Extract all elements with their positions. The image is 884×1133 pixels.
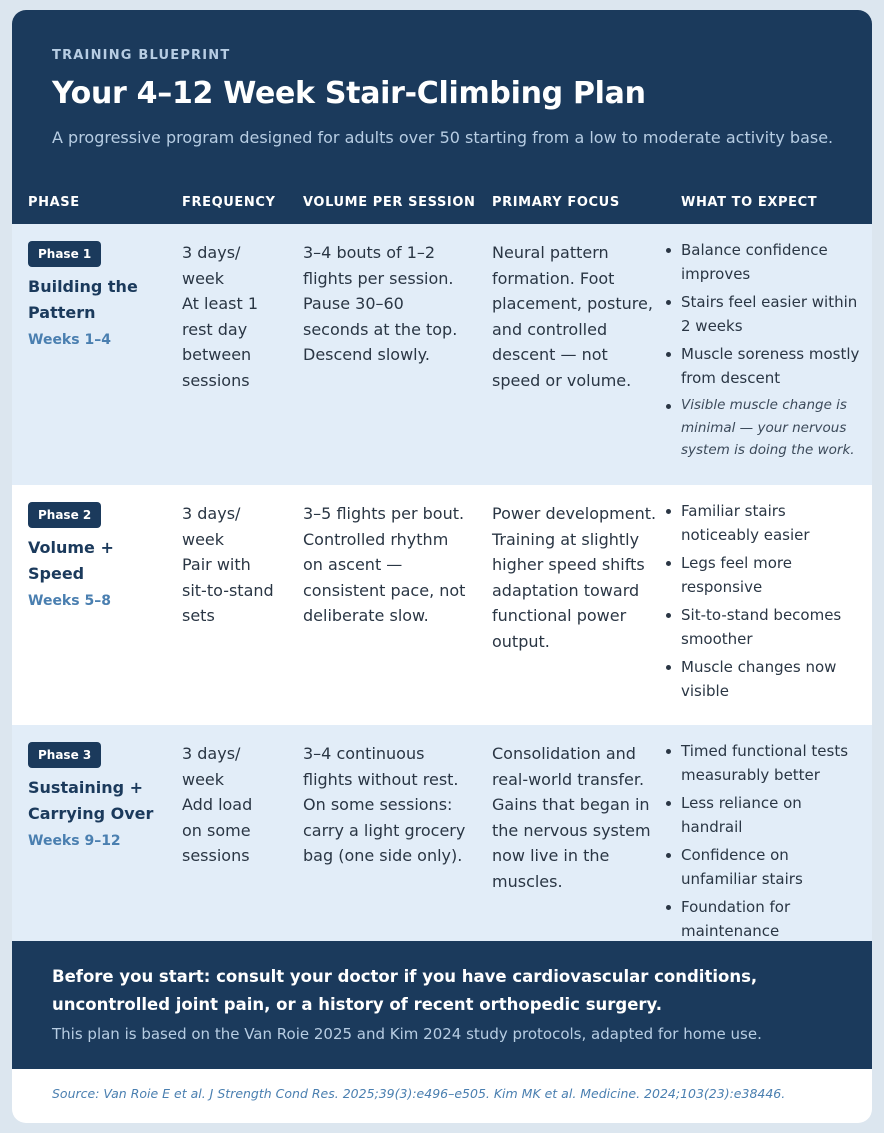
focus-cell [492, 501, 672, 654]
phase-badge: Phase 3 [28, 742, 101, 768]
volume-line: flights without rest. [303, 769, 459, 789]
expect-item: Muscle changes now visible [664, 655, 864, 703]
table-row-phase-3 [12, 725, 872, 941]
focus-cell [492, 240, 672, 393]
volume-line: 3–4 bouts of 1–2 [303, 243, 436, 262]
volume-line: carry a light grocery [303, 820, 466, 840]
focus-line: the nervous system [492, 820, 651, 840]
column-header-frequency: FREQUENCY [182, 195, 276, 210]
expect-item: Stairs feel easier within 2 weeks [664, 290, 864, 338]
phase-weeks: Weeks 1–4 [28, 332, 111, 348]
page-subtitle: A progressive program designed for adults over 50 starting from a low to moderate activity base. [52, 128, 834, 147]
frequency-line: 3 days/ [182, 744, 241, 763]
volume-line: 3–4 continuous [303, 744, 425, 763]
focus-line: output. [492, 631, 550, 651]
source-citation: Source: Van Roie E et al. J Strength Cond Res. 2025;39(3):e496–e505. Kim MK et al. Medicine. 2024;103(23):e38446. [52, 1086, 786, 1101]
volume-line: flights per session. [303, 268, 454, 288]
expect-item: Legs feel more responsive [664, 551, 864, 599]
focus-line: placement, posture, [492, 294, 653, 313]
expect-list [664, 499, 864, 707]
expect-item: Confidence on unfamiliar stairs [664, 843, 864, 891]
training-plan-card [12, 10, 872, 1123]
frequency-line: Add load [182, 795, 253, 814]
focus-line: formation. Foot [492, 268, 615, 288]
frequency-line: sessions [182, 846, 250, 865]
focus-line: and controlled [492, 319, 608, 339]
phase-name: Sustaining + Carrying Over [28, 778, 154, 823]
volume-line: Pause 30–60 [303, 294, 404, 313]
expect-list [664, 238, 864, 466]
volume-line: consistent pace, not [303, 580, 466, 600]
expect-item: Balance confidence improves [664, 238, 864, 286]
volume-line: bag (one side only). [303, 846, 463, 865]
focus-line: higher speed shifts [492, 555, 645, 574]
frequency-line: sets [182, 606, 215, 625]
frequency-line: week [182, 268, 225, 288]
phase-badge: Phase 1 [28, 241, 101, 267]
doctor-warning: Before you start: consult your doctor if you have cardiovascular conditions, uncontrolled joint pain, or a history of recent orthopedic surgery. [52, 967, 758, 1014]
expect-note: Visible muscle change is minimal — your nervous system is doing the work. [664, 394, 864, 462]
table-row-phase-1 [12, 224, 872, 485]
expect-item: Familiar stairs noticeably easier [664, 499, 864, 547]
frequency-line: week [182, 769, 225, 789]
disclaimer-band [12, 941, 872, 1069]
focus-line: real-world transfer. [492, 769, 645, 789]
focus-line: adaptation toward [492, 580, 640, 600]
focus-line: muscles. [492, 871, 563, 891]
phase-weeks: Weeks 9–12 [28, 833, 121, 849]
page-title: Your 4–12 Week Stair-Climbing Plan [52, 76, 646, 111]
focus-line: functional power [492, 606, 627, 625]
focus-line: now live in the [492, 846, 610, 865]
column-header-expect: WHAT TO EXPECT [681, 195, 818, 210]
frequency-line: rest day [182, 319, 248, 339]
expect-item: Foundation for maintenance [664, 895, 864, 943]
volume-line: deliberate slow. [303, 606, 429, 625]
focus-line: speed or volume. [492, 370, 632, 390]
frequency-line: 3 days/ [182, 504, 241, 523]
frequency-cell [182, 240, 292, 393]
plan-header [12, 10, 872, 224]
protocol-basis: This plan is based on the Van Roie 2025 and Kim 2024 study protocols, adapted for home use. [52, 1025, 762, 1043]
focus-line: Power development. [492, 504, 657, 523]
phase-weeks: Weeks 5–8 [28, 593, 111, 609]
column-header-volume: VOLUME PER SESSION [303, 195, 476, 210]
focus-line: Consolidation and [492, 744, 636, 763]
frequency-line: week [182, 529, 225, 549]
expect-item: Sit-to-stand becomes smoother [664, 603, 864, 651]
volume-line: on ascent — [303, 555, 403, 574]
table-row-phase-2 [12, 485, 872, 725]
frequency-cell [182, 741, 292, 869]
focus-line: descent — not [492, 345, 608, 364]
frequency-line: sit-to-stand [182, 580, 274, 600]
volume-line: Descend slowly. [303, 345, 430, 364]
column-header-focus: PRIMARY FOCUS [492, 195, 620, 210]
volume-line: seconds at the top. [303, 319, 458, 339]
column-header-phase: PHASE [28, 195, 80, 210]
frequency-line: between [182, 345, 252, 364]
focus-cell [492, 741, 672, 894]
volume-cell [303, 240, 483, 368]
phase-badge: Phase 2 [28, 502, 101, 528]
volume-cell [303, 741, 483, 869]
volume-line: Controlled rhythm [303, 529, 449, 549]
volume-cell [303, 501, 483, 629]
focus-line: Training at slightly [492, 529, 640, 549]
frequency-line: sessions [182, 370, 250, 390]
frequency-cell [182, 501, 292, 629]
frequency-line: Pair with [182, 555, 251, 574]
eyebrow-label: TRAINING BLUEPRINT [52, 48, 231, 63]
expect-item: Muscle soreness mostly from descent [664, 342, 864, 390]
frequency-line: At least 1 [182, 294, 258, 313]
phase-name: Volume + Speed [28, 538, 114, 583]
volume-line: 3–5 flights per bout. [303, 504, 465, 523]
expect-item: Less reliance on handrail [664, 791, 864, 839]
frequency-line: 3 days/ [182, 243, 241, 262]
focus-line: Gains that began in [492, 795, 650, 814]
phase-name: Building the Pattern [28, 277, 138, 322]
volume-line: On some sessions: [303, 795, 453, 814]
focus-line: Neural pattern [492, 243, 609, 262]
expect-list [664, 739, 864, 947]
frequency-line: on some [182, 820, 251, 840]
expect-item: Timed functional tests measurably better [664, 739, 864, 787]
